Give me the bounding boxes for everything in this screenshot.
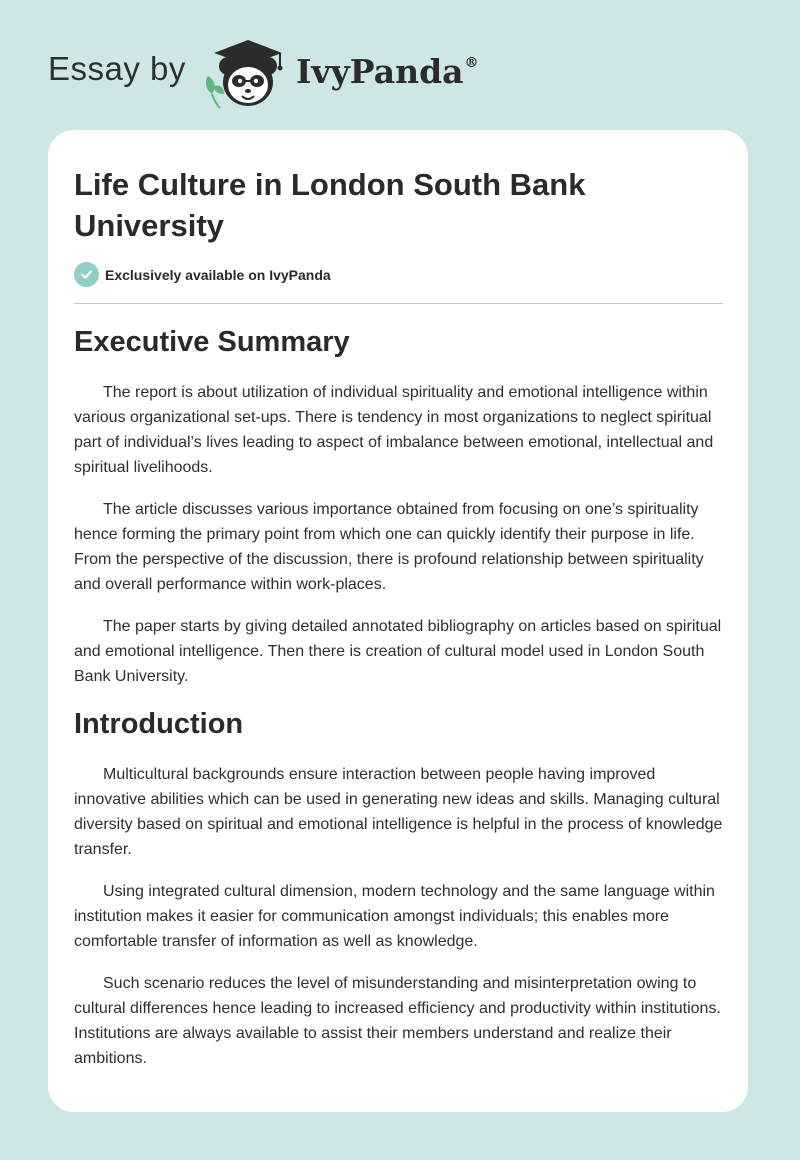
paragraph: Using integrated cultural dimension, modern technology and the same language within institution makes it easier for communication amongst individuals; this enables more comfortable transfer of information as well as knowledge. (74, 883, 715, 950)
brand-text: IvyPanda (296, 52, 464, 91)
paragraph: The paper starts by giving detailed annotated bibliography on articles based on spiritual and emotional intelligence. Then there is creation of cultural model used in London South Bank University. (74, 618, 722, 685)
essay-card (48, 130, 748, 1112)
paragraph: Such scenario reduces the level of misunderstanding and misinterpretation owing to cultural differences hence leading to increased efficiency and productivity within institutions. Institutions are always available to assist their members understand and realize their ambitions. (74, 975, 721, 1067)
paragraph: The article discusses various importance obtained from focusing on one’s spirituality hence forming the primary point from which one can quickly identify their purpose in life. From the perspective of the discussion, there is profound relationship between spirituality and overall performance within work-places. (74, 501, 704, 593)
section-heading-introduction: Introduction (74, 708, 244, 740)
check-circle-icon (74, 262, 99, 287)
section-heading-executive-summary: Executive Summary (74, 326, 350, 358)
trademark-symbol: ® (464, 55, 479, 71)
title-divider (74, 303, 723, 304)
essay-by-label: Essay by (48, 50, 186, 87)
essay-body (74, 324, 725, 1088)
paragraph: The report is about utilization of individual spirituality and emotional intelligence within various organizational set-ups. There is tendency in most organizations to neglect spiritual part of individual’s lives leading to aspect of imbalance between emotional, intellectual and spiritual livelihoods. (74, 384, 714, 476)
paragraph: Multicultural backgrounds ensure interaction between people having improved innovative abilities which can be used in generating new ideas and skills. Managing cultural diversity based on spiritual and emotional intelligence is helpful in the process of knowledge transfer. (74, 766, 723, 858)
exclusive-badge (74, 262, 331, 287)
brand-name[interactable] (296, 52, 479, 91)
exclusive-badge-text: Exclusively available on IvyPanda (105, 266, 331, 283)
site-header (0, 0, 800, 130)
panda-graduate-logo-icon[interactable] (202, 36, 294, 110)
essay-title: Life Culture in London South Bank University (74, 167, 586, 243)
